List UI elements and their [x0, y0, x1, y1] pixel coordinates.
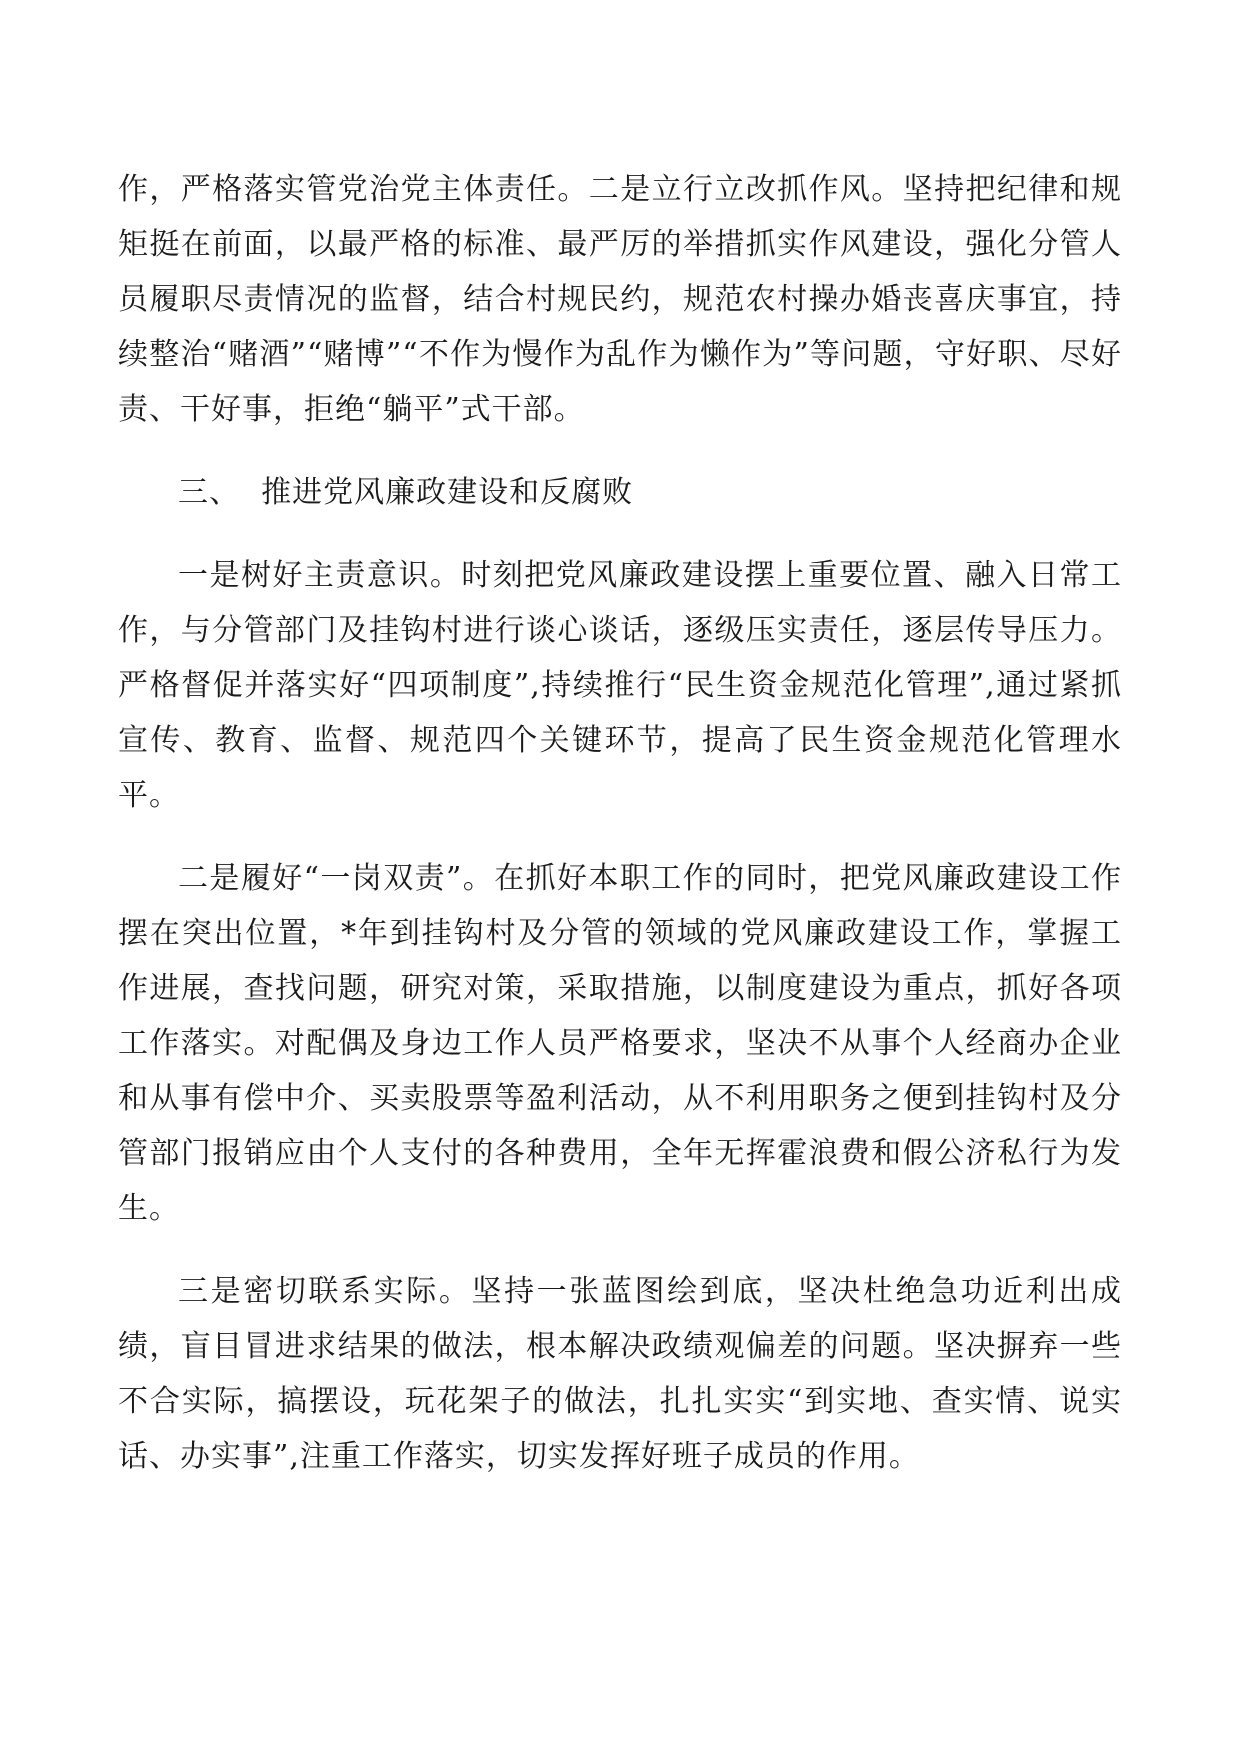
paragraph-continuation: 作，严格落实管党治党主体责任。二是立行立改抓作风。坚持把纪律和规矩挺在前面，以最严格的标准、最严厉的举措抓实作风建设，强化分管人员履职尽责情况的监督，结合村规民约，规范农村操办婚丧喜庆事宜，持续整治“赌酒”“赌博”“不作为慢作为乱作为懒作为”等问题，守好职、尽好责、干好事，拒绝“躺平”式干部。 — [118, 172, 1122, 427]
section-heading: 三、 推进党风廉政建设和反腐败 — [178, 475, 634, 510]
document-body — [118, 162, 1122, 1484]
paragraph-dual-responsibility: 二是履好“一岗双责”。在抓好本职工作的同时，把党风廉政建设工作摆在突出位置，*年到挂钩村及分管的领域的党风廉政建设工作，掌握工作进展，查找问题，研究对策，采取措施，以制度建设为重点，抓好各项工作落实。对配偶及身边工作人员严格要求，坚决不从事个人经商办企业和从事有偿中介、买卖股票等盈利活动，从不利用职务之便到挂钩村及分管部门报销应由个人支付的各种费用，全年无挥霍浪费和假公济私行为发生。 — [118, 861, 1122, 1226]
paragraph-responsibility-awareness: 一是树好主责意识。时刻把党风廉政建设摆上重要位置、融入日常工作，与分管部门及挂钩村进行谈心谈话，逐级压实责任，逐层传导压力。严格督促并落实好“四项制度”,持续推行“民生资金规范化管理”,通过紧抓宣传、教育、监督、规范四个关键环节，提高了民生资金规范化管理水平。 — [118, 558, 1122, 813]
paragraph-practical-connection: 三是密切联系实际。坚持一张蓝图绘到底，坚决杜绝急功近利出成绩，盲目冒进求结果的做法，根本解决政绩观偏差的问题。坚决摒弃一些不合实际，搞摆设，玩花架子的做法，扎扎实实“到实地、查实情、说实话、办实事”,注重工作落实，切实发挥好班子成员的作用。 — [118, 1274, 1122, 1474]
